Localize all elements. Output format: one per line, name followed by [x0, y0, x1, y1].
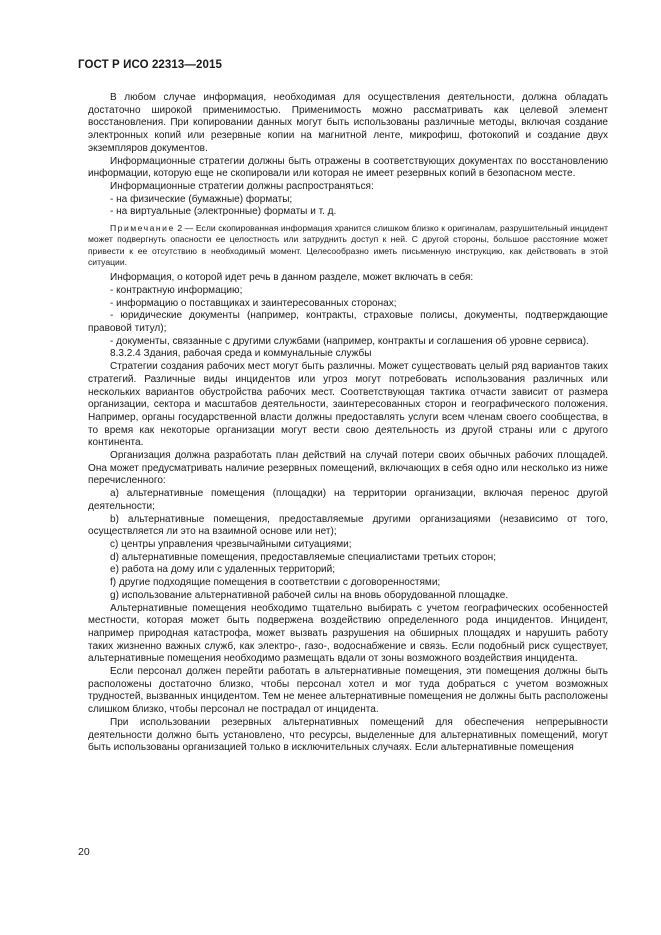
list-item: d) альтернативные помещения, предоставляемые специалистами третьих сторон; [110, 551, 497, 563]
note [88, 223, 608, 268]
list-item: g) использование альтернативной рабочей силы на вновь оборудованной площадке. [110, 589, 509, 601]
list-item: - юридические документы (например, контракты, страховые полисы, документы, подтверждающие правовой титул); [88, 310, 608, 335]
paragraph: Информационные стратегии должны быть отражены в соответствующих документах по восстановлению информации, которую еще не скопировали или которая не имеет резервных копий в безопасном месте. [88, 155, 608, 180]
paragraph: Информационные стратегии должны распространяться: [110, 180, 374, 192]
list-item: - на виртуальные (электронные) форматы и т. д. [110, 206, 337, 218]
paragraph: При использовании резервных альтернативных помещений для обеспечения непрерывности деятельности должно быть установлено, что ресурсы, выделенные для альтернативных помещений, могут быть использованы организацией только в исключительных случаях. Если альтернативные помещения [88, 716, 608, 754]
paragraph: Информация, о которой идет речь в данном разделе, может включать в себя: [110, 272, 474, 284]
list-item: - на физические (бумажные) форматы; [110, 193, 293, 205]
document-header: ГОСТ Р ИСО 22313—2015 [78, 59, 223, 71]
paragraph: Альтернативные помещения необходимо тщательно выбирать с учетом географических особенностей местности, которая может быть подвержена воздействию определенного рода инцидентов. Инцидент, например природная катастрофа, может вызвать разрушения на обширных площадях и нарушить работу таких жизненно важных служб, как электро-, газо-, водоснабжение и связь. Если подобный риск существует, альтернативные помещения необходимо размещать вдали от зоны возможного воздействия инцидента. [88, 602, 608, 665]
list-item: - информацию о поставщиках и заинтересованных сторонах; [110, 297, 397, 309]
list-item: f) другие подходящие помещения в соответствии с договоренностями; [110, 577, 441, 589]
paragraph: Стратегии создания рабочих мест могут быть различны. Может существовать целый ряд вариантов таких стратегий. Различные виды инцидентов или угроз могут потребовать использования различных или нескольких вариантов обустройства рабочих мест. Соответствующая тактика отчасти зависит от размера организации, сектора и масштабов деятельности, заинтересованных сторон и географического положения. Например, органы государственной власти должны предоставлять услуги всем членам своего сообщества, в то время как некоторые организации могут вести свою деятельность из другой страны или с другого континента. [88, 361, 608, 449]
note-label: Примечание [110, 223, 175, 234]
list-item: - контрактную информацию; [110, 284, 243, 296]
list-item: e) работа на дому или с удаленных территорий; [110, 564, 336, 576]
list-item: c) центры управления чрезвычайными ситуациями; [110, 538, 352, 550]
list-item: - документы, связанные с другими службами (например, контракты и соглашения об уровне сервиса). [110, 335, 589, 347]
page-number: 20 [78, 846, 90, 858]
document-body [88, 92, 608, 755]
section-heading: 8.3.2.4 Здания, рабочая среда и коммунальные службы [110, 348, 372, 360]
paragraph: Если персонал должен перейти работать в альтернативные помещения, эти помещения должны быть расположены достаточно близко, чтобы персонал хотел и мог туда добраться с учетом возможных трудностей, вызванных инцидентом. Тем не менее альтернативные помещения не должны быть расположены слишком близко, чтобы персонал не пострадал от инцидента. [88, 666, 608, 716]
paragraph: В любом случае информация, необходимая для осуществления деятельности, должна обладать достаточно широкой применимостью. Применимость можно рассматривать как целевой элемент восстановления. При копировании данных могут быть использованы различные методы, включая создание электронных копий или резервные копии на магнитной ленте, микрофиш, фотокопий и создание двух экземпляров документов. [88, 92, 608, 154]
list-item: a) альтернативные помещения (площадки) на территории организации, включая перенос другой деятельности; [88, 488, 608, 512]
note-text: 2 — Если скопированная информация хранится слишком близко к оригиналам, разрушительный инцидент может подвергнуть опасности ее целостность или затруднить доступ к ней. С другой стороны, большое расстояние может привести к ее отсутствию в необходимый момент. Целесообразно иметь письменную инструкцию, как действовать в этой ситуации. [88, 223, 608, 267]
list-item: b) альтернативные помещения, предоставляемые другими организациями (независимо от того, осуществляется ли это на взаимной основе или нет); [88, 513, 608, 538]
paragraph: Организация должна разработать план действий на случай потери своих обычных рабочих площадей. Она может предусматривать наличие резервных помещений, включающих в себя одно или несколько из ниже перечисленного: [88, 450, 608, 487]
